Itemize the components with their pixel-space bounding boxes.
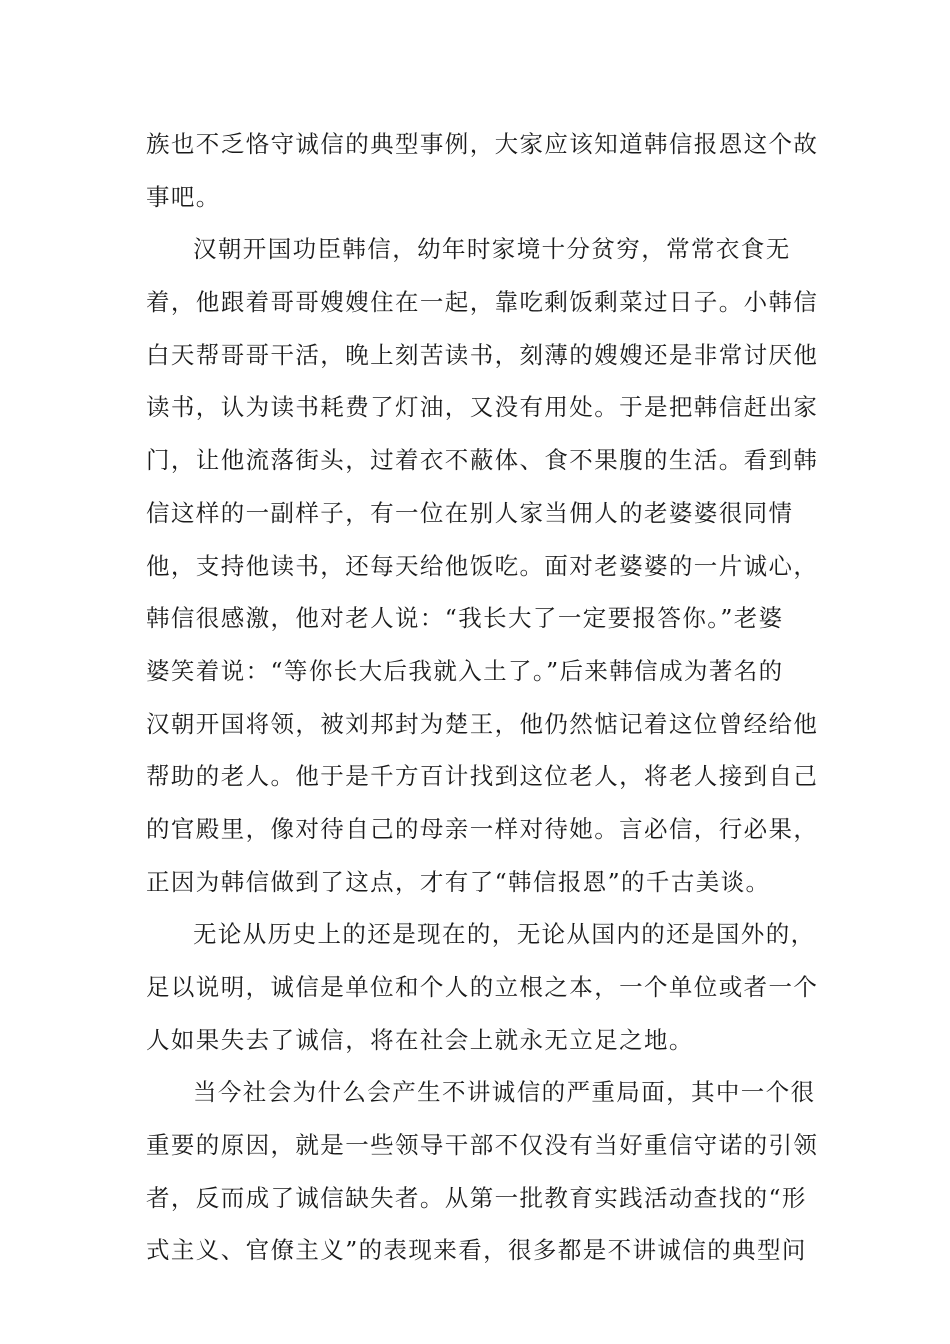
- text-line: 汉朝开国将领，被刘邦封为楚王，他仍然惦记着这位曾经给他: [146, 709, 819, 738]
- text-line: 的官殿里，像对待自己的母亲一样对待她。言必信，行必果，: [146, 814, 819, 843]
- text-line: 门，让他流落街头，过着衣不蔽体、食不果腹的生活。看到韩: [146, 446, 819, 475]
- text-line: 信这样的一副样子，有一位在别人家当佣人的老婆婆很同情: [146, 498, 794, 527]
- text-line: 式主义、官僚主义”的表现来看，很多都是不讲诚信的典型问: [146, 1236, 807, 1265]
- text-line: 婆笑着说：“等你长大后我就入土了。”后来韩信成为著名的: [146, 656, 784, 685]
- text-line: 白天帮哥哥干活，晚上刻苦读书，刻薄的嫂嫂还是非常讨厌他: [146, 340, 819, 369]
- text-line: 读书，认为读书耗费了灯油，又没有用处。于是把韩信赶出家: [146, 393, 819, 422]
- paragraph-start-line: 汉朝开国功臣韩信，幼年时家境十分贫穷，常常衣食无: [193, 235, 791, 264]
- body-text: [146, 128, 819, 1287]
- text-line: 重要的原因，就是一些领导干部不仅没有当好重信守诺的引领: [146, 1131, 819, 1160]
- text-line: 者，反而成了诚信缺失者。从第一批教育实践活动查找的“形: [146, 1183, 807, 1212]
- text-line: 正因为韩信做到了这点，才有了“韩信报恩”的千古美谈。: [146, 867, 771, 896]
- text-line: 韩信很感激，他对老人说：“我长大了一定要报答你。”老婆: [146, 604, 784, 633]
- paragraph-start-line: 无论从历史上的还是现在的，无论从国内的还是国外的，: [193, 920, 816, 949]
- text-line: 着，他跟着哥哥嫂嫂住在一起，靠吃剩饭剩菜过日子。小韩信: [146, 288, 819, 317]
- text-line: 事吧。: [146, 182, 221, 211]
- text-line: 足以说明，诚信是单位和个人的立根之本，一个单位或者一个: [146, 973, 819, 1001]
- text-line: 族也不乏恪守诚信的典型事例，大家应该知道韩信报恩这个故: [146, 130, 819, 158]
- text-line: 人如果失去了诚信，将在社会上就永无立足之地。: [146, 1025, 694, 1054]
- text-line: 他，支持他读书，还每天给他饭吃。面对老婆婆的一片诚心，: [146, 551, 819, 580]
- paragraph-start-line: 当今社会为什么会产生不讲诚信的严重局面，其中一个很: [193, 1078, 816, 1107]
- text-line: 帮助的老人。他于是千方百计找到这位老人，将老人接到自己: [146, 762, 819, 791]
